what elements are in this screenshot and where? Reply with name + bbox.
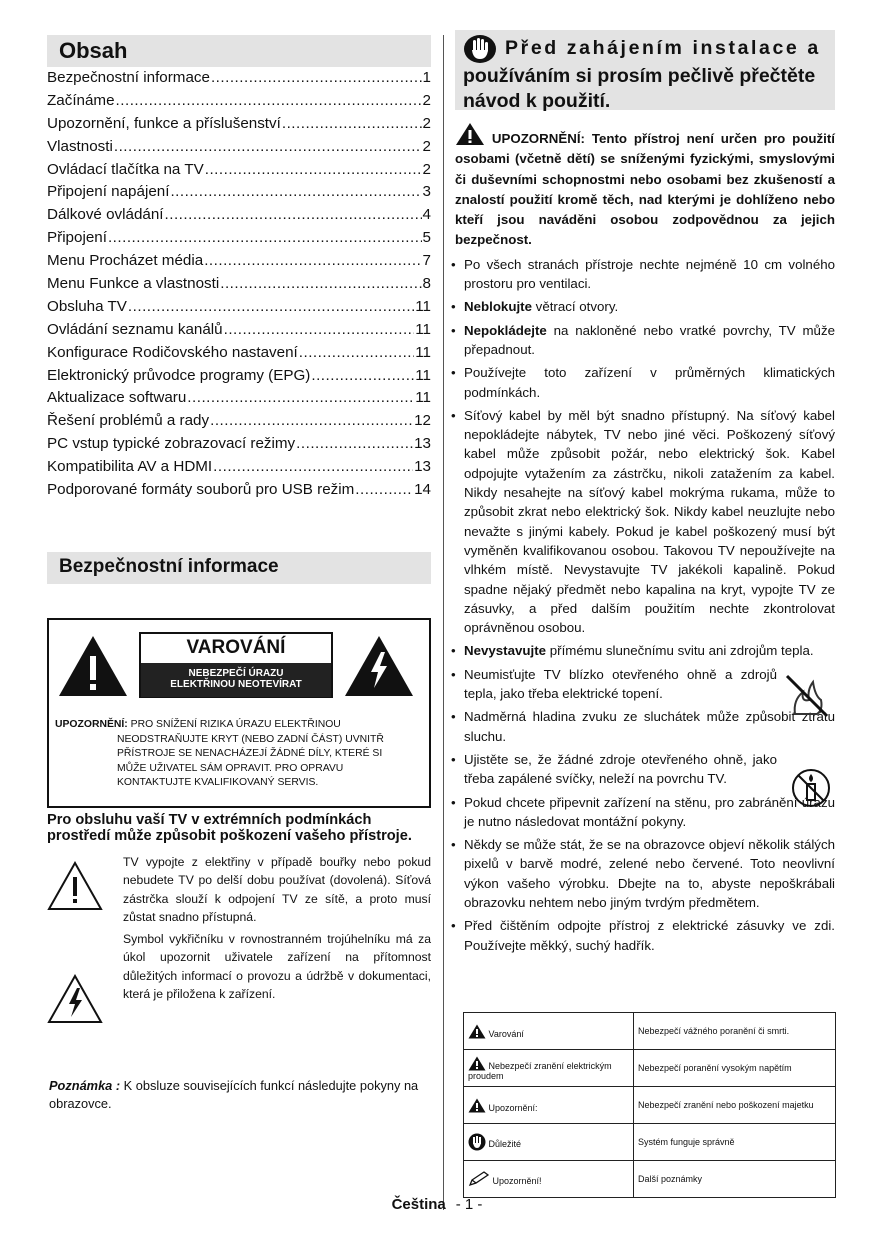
warning-label (139, 632, 333, 698)
legend-desc: Další poznámky (638, 1174, 703, 1184)
toc-leader (108, 229, 422, 246)
warning-subtitle-line2: ELEKTŘINOU NEOTEVÍRAT (170, 678, 302, 690)
toc-page: 8 (422, 275, 431, 293)
legend-desc-cell (634, 1050, 836, 1087)
warning-icon (468, 1056, 486, 1071)
toc-page: 2 (422, 160, 431, 178)
toc-label: Ovládací tlačítka na TV (47, 160, 204, 178)
legend-row (464, 1087, 836, 1124)
legend-symbol-cell (464, 1050, 634, 1087)
warning-subtitle (141, 663, 331, 697)
bullet-text: Po všech stranách přístroje nechte nejméně 10 cm volného prostoru pro ventilaci. (464, 256, 835, 292)
toc-label: Dálkové ovládání (47, 206, 164, 224)
legend-desc-cell (634, 1161, 836, 1198)
bullet-text: větrací otvory. (531, 299, 619, 315)
toc-page: 5 (422, 229, 431, 247)
toc-leader (213, 458, 413, 475)
legend-label: Důležité (488, 1139, 522, 1149)
toc-label: Podporované formáty souborů pro USB režim (47, 481, 355, 499)
toc-leader (355, 481, 413, 498)
bullet-item (455, 750, 835, 789)
legend-desc: Nebezpečí vážného poranění či smrti. (638, 1026, 790, 1036)
bullet-text: Někdy se může stát, že se na obrazovce objeví několik stálých pixelů v barvě modré, zelené nebo červené. Toto neovlivní výkon vašeho výrobku. Dbejte na to, abyste nepoškrábali obrazovku nehtem nebo jiným tvrdým předmětem. (464, 837, 835, 910)
toc-page: 13 (414, 458, 431, 476)
toc-page: 13 (414, 435, 431, 453)
toc-row (47, 183, 431, 206)
toc-row (47, 344, 431, 367)
heading-line1: Před zahájením instalace a (505, 37, 821, 60)
toc-row (47, 458, 431, 481)
toc-page: 12 (414, 412, 431, 430)
toc-leader (187, 389, 414, 406)
toc-page: 1 (422, 69, 431, 86)
bullet-item (455, 255, 835, 294)
warning-box (47, 618, 431, 808)
toc-leader (220, 275, 421, 292)
toc-label: Upozornění, funkce a příslušenství (47, 114, 281, 132)
toc-page: 14 (414, 481, 431, 499)
exclamation-outline-icon (47, 861, 103, 911)
pencil-note-icon (468, 1171, 490, 1187)
toc-page: 11 (415, 297, 431, 315)
toc-list (47, 69, 431, 504)
toc-leader (211, 69, 422, 86)
bullet-item (455, 793, 835, 832)
storm-text: TV vypojte z elektřiny v případě bouřky nebo pokud nebudete TV po delší dobu používat (dovolená). Síťová zástrčka slouží k odpojení TV ze sítě, a proto musí zůstat snadno přístupná. (123, 854, 431, 924)
toc-leader (299, 344, 414, 361)
toc-row (47, 206, 431, 229)
toc-label: Začínáme (47, 91, 115, 109)
bullet-text: Používejte toto zařízení v průměrných klimatických podmínkách. (464, 365, 835, 400)
bullet-text: na nakloněné nebo vratké povrchy, TV může přepadnout. (464, 322, 835, 357)
legend-row (464, 1050, 836, 1087)
toc-label: PC vstup typické zobrazovací režimy (47, 435, 296, 453)
note (49, 1077, 431, 1113)
toc-leader (311, 367, 414, 384)
no-fire-icon (781, 670, 833, 722)
toc-row (47, 92, 431, 115)
bullet-item (455, 835, 835, 912)
note-text: K obsluze souvisejících funkcí následujte pokyny na obrazovce. (49, 1078, 419, 1111)
bullet-item (455, 321, 835, 360)
bullet-item (455, 707, 835, 746)
warning-icon (455, 122, 485, 146)
warning-lead: UPOZORNĚNÍ: (491, 131, 585, 146)
toc-page: 11 (415, 366, 431, 384)
bullet-item (455, 363, 835, 402)
toc-title: Obsah (47, 35, 431, 67)
toc-row (47, 115, 431, 138)
toc-page: 7 (422, 252, 431, 270)
bullet-text: Ujistěte se, že žádné zdroje otevřeného ohně, jako třeba zapálené svíčky, neleží na povrchu TV. (464, 751, 777, 787)
footer-language: Čeština (391, 1196, 446, 1213)
toc-row (47, 161, 431, 184)
legend-label: Upozornění: (488, 1102, 538, 1113)
bullet-bold: Nevystavujte (464, 643, 547, 659)
exclamation-triangle-icon (57, 634, 129, 698)
warning-title: VAROVÁNÍ (186, 636, 286, 658)
warning-subtitle-line1: NEBEZPEČÍ ÚRAZU (188, 667, 284, 679)
hand-stop-icon (463, 34, 497, 64)
toc-page: 4 (422, 206, 431, 224)
toc-row (47, 321, 431, 344)
caution-lead: UPOZORNĚNÍ: (55, 718, 128, 730)
toc-label: Bezpečnostní informace (47, 69, 210, 86)
toc-row (47, 298, 431, 321)
no-candle-icon (791, 766, 831, 810)
lightning-outline-icon (47, 974, 103, 1024)
legend-label: Upozornění! (492, 1176, 542, 1186)
bullet-text: Nadměrná hladina zvuku ze sluchátek může způsobit ztrátu sluchu. (464, 709, 835, 744)
toc-leader (170, 183, 421, 200)
toc-row (47, 138, 431, 161)
safety-title: Bezpečnostní informace (47, 552, 431, 584)
bullet-item (455, 406, 835, 638)
bullet-text: Neumisťujte TV blízko otevřeného ohně a zdrojů tepla, jako třeba elektrické topení. (464, 666, 777, 702)
warning-icon (468, 1024, 486, 1039)
toc-label: Připojení (47, 229, 107, 247)
legend-desc-cell (634, 1124, 836, 1161)
toc-label: Řešení problémů a rady (47, 412, 210, 430)
toc-row (47, 229, 431, 252)
symbol-legend-table (463, 1012, 836, 1198)
legend-desc-cell (634, 1013, 836, 1050)
toc-page: 2 (422, 114, 431, 132)
toc-leader (210, 412, 413, 429)
bullet-text: Síťový kabel by měl být snadno přístupný. Na síťový kabel nepokládejte nábytek, TV nebo jiné věci. Poškozený síťový kabel může způsobit požár, nebo elektrický šok. Kabel odpojujte vytažením za zástrčku, nikoli zatažením za kabel. Nikdy nesahejte na síťový kabel mokrýma rukama, může to způsobit zkrat nebo elektrický šok. Nikdy kabel neuzlujte nebo nevažte s jinými kabely. Pokud je kabel poškozený musí být vyměněn kvalifikovanou osobou. Takovou TV nepoužívejte na vlhkém místě. Nevystavujte TV jakékoli kapalině. Pokud spadne nějaký předmět nebo kapalina na kryt, vypojte TV ze zásuvky, a před dalším použitím nechte zkontrolovat oprávněnou osobou. (464, 407, 835, 636)
toc-row (47, 252, 431, 275)
legend-label: Nebezpečí zranění elektrickým proudem (468, 1060, 612, 1081)
symbol-text: Symbol vykřičníku v rovnostranném trojúhelníku má za úkol upozornit uživatele zařízení na přítomnost důležitých informací o provozu a údržbě v dokumentaci, která je přiložena k zařízení. (123, 932, 431, 1001)
toc-row (47, 69, 431, 92)
bullet-item (455, 297, 835, 316)
legend-desc: Systém funguje správně (638, 1137, 735, 1147)
bullet-text: Pokud chcete připevnit zařízení na stěnu, pro zabránění úrazu je nutno následovat montážní pokyny. (464, 794, 835, 829)
toc-row (47, 412, 431, 435)
legend-symbol-cell (464, 1124, 634, 1161)
warning-paragraph (455, 122, 835, 251)
toc-leader (205, 161, 422, 178)
toc-leader (296, 435, 413, 452)
toc-label: Konfigurace Rodičovského nastavení (47, 343, 298, 361)
bullet-item (455, 665, 835, 704)
read-manual-heading (455, 30, 835, 110)
heading-line3: návod k použití. (463, 90, 611, 112)
toc-label: Připojení napájení (47, 183, 170, 201)
toc-row (47, 389, 431, 412)
legend-label: Varování (488, 1028, 524, 1039)
page-footer (0, 1196, 874, 1213)
caution-first: PRO SNÍŽENÍ RIZIKA ÚRAZU ELEKTŘINOU (130, 718, 341, 730)
toc-label: Ovládání seznamu kanálů (47, 320, 223, 338)
legend-row (464, 1013, 836, 1050)
lightning-triangle-icon (343, 634, 415, 698)
note-lead: Poznámka : (49, 1078, 121, 1093)
right-column (455, 30, 835, 959)
toc-label: Kompatibilita AV a HDMI (47, 458, 213, 476)
bullet-bold: Nepokládejte (464, 322, 547, 338)
toc-page: 11 (415, 320, 431, 338)
storm-paragraph (47, 853, 431, 926)
caution-rest: NEODSTRAŇUJTE KRYT (NEBO ZADNÍ ČÁST) UVNITŘ PŘÍSTROJE SE NENACHÁZEJÍ ŽÁDNÉ DÍLY, KTERÉ SI MŮŽE UŽIVATEL SÁM OPRAVIT. PRO OPRAVU KONTAKTUJTE KVALIFIKOVANÝ SERVIS. (117, 733, 384, 789)
legend-desc: Nebezpečí zranění nebo poškození majetku (638, 1100, 814, 1110)
legend-desc: Nebezpečí poranění vysokým napětím (638, 1063, 792, 1073)
toc-label: Elektronický průvodce programy (EPG) (47, 366, 311, 384)
toc-label: Vlastnosti (47, 137, 113, 155)
column-divider (443, 35, 444, 1210)
warning-text: Tento přístroj není určen pro použití osobami (včetně dětí) se sníženými fyzickými, smyslovými či duševními schopnostmi nebo osobami bez zkušeností a znalostí použití kromě těch, nad kterými je dohlíženo nebo kteří jsou naváděni osobou zodpovědnou za jejich bezpečnost. (455, 131, 835, 248)
toc-leader (116, 92, 422, 109)
toc-page: 2 (422, 91, 431, 109)
legend-symbol-cell (464, 1013, 634, 1050)
symbol-paragraph (47, 930, 431, 1003)
toc-row (47, 435, 431, 458)
legend-row (464, 1161, 836, 1198)
extreme-conditions-text: Pro obsluhu vaší TV v extrémních podmínkách prostředí může způsobit poškození vašeho přístroje. (47, 811, 412, 845)
toc-row (47, 481, 431, 504)
toc-page: 11 (415, 343, 431, 361)
toc-label: Menu Procházet média (47, 252, 204, 270)
bullet-bold: Neblokujte (464, 299, 532, 315)
legend-symbol-cell (464, 1161, 634, 1198)
warning-icon (468, 1098, 486, 1113)
safety-bullets (455, 255, 835, 955)
toc-leader (114, 138, 422, 155)
toc-row (47, 275, 431, 298)
bullet-text: přímému slunečnímu svitu ani zdrojům tepla. (546, 643, 814, 659)
hand-stop-icon (468, 1133, 486, 1151)
toc-leader (128, 298, 414, 315)
heading-line2: používáním si prosím pečlivě přečtěte (463, 65, 816, 87)
toc-page: 11 (415, 389, 431, 407)
toc-label: Obsluha TV (47, 297, 127, 315)
legend-desc-cell (634, 1087, 836, 1124)
bullet-item (455, 641, 835, 660)
legend-symbol-cell (464, 1087, 634, 1124)
toc-leader (204, 252, 421, 269)
toc-label: Menu Funkce a vlastnosti (47, 275, 220, 293)
toc-leader (165, 206, 422, 223)
bullet-item (455, 916, 835, 955)
toc-label: Aktualizace softwaru (47, 389, 187, 407)
toc-page: 3 (422, 183, 431, 201)
left-column (47, 35, 431, 1003)
toc-leader (282, 115, 422, 132)
legend-row (464, 1124, 836, 1161)
toc-leader (224, 321, 415, 338)
footer-page-number: - 1 - (455, 1196, 483, 1213)
bullet-text: Před čištěním odpojte přístroj z elektrické zásuvky ve zdi. Používejte měkký, suchý hadřík. (464, 918, 835, 953)
toc-row (47, 367, 431, 390)
caution-text (55, 718, 395, 791)
toc-page: 2 (422, 137, 431, 155)
